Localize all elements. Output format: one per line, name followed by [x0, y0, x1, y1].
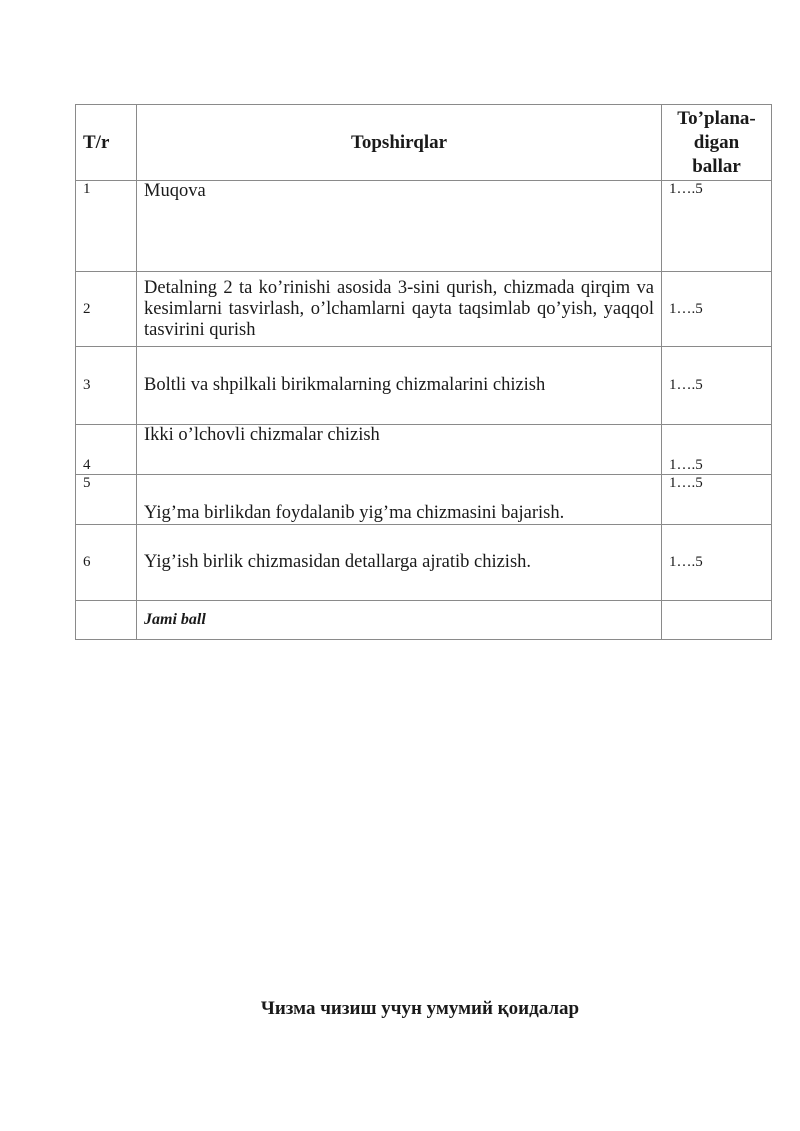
row-task: Yig’ish birlik chizmasidan detallarga ajratib chizish.: [137, 525, 662, 601]
section-heading: Чизма чизиш учун умумий қоидалар: [260, 998, 580, 1019]
header-score-line2: digan: [693, 131, 740, 153]
total-number-cell: [76, 601, 137, 640]
header-score: [662, 105, 772, 181]
row-score: 1….5: [662, 525, 772, 601]
scoring-table: [75, 104, 772, 640]
row-number: 6: [76, 525, 137, 601]
header-row: [76, 105, 772, 181]
header-tasks: Topshirqlar: [137, 105, 662, 181]
row-number: 1: [76, 181, 137, 272]
row-number: 5: [76, 475, 137, 525]
table-row: [76, 181, 772, 272]
header-score-line1: To’plana-: [677, 107, 756, 129]
table-row: [76, 272, 772, 347]
row-task: Detalning 2 ta ko’rinishi asosida 3-sini qurish, chizmada qirqim va kesimlarni tasvirlash, o’lchamlarni qayta taqsimlab qo’yish, yaqqol tasvirini qurish: [137, 272, 662, 347]
row-number: 4: [76, 425, 137, 475]
table-row: [76, 525, 772, 601]
row-task: Muqova: [137, 181, 662, 272]
row-number: 3: [76, 347, 137, 425]
row-score: 1….5: [662, 475, 772, 525]
row-score: 1….5: [662, 347, 772, 425]
row-task: Yig’ma birlikdan foydalanib yig’ma chizmasini bajarish.: [137, 475, 662, 525]
row-score: 1….5: [662, 181, 772, 272]
total-label: Jami ball: [137, 601, 662, 640]
header-score-line3: ballar: [692, 155, 741, 177]
table-row: [76, 475, 772, 525]
row-task: Boltli va shpilkali birikmalarning chizmalarini chizish: [137, 347, 662, 425]
row-task: Ikki o’lchovli chizmalar chizish: [137, 425, 662, 475]
row-score: 1….5: [662, 425, 772, 475]
total-row: [76, 601, 772, 640]
row-number: 2: [76, 272, 137, 347]
total-score-cell: [662, 601, 772, 640]
table-row: [76, 425, 772, 475]
row-score: 1….5: [662, 272, 772, 347]
header-number: T/r: [76, 105, 137, 181]
table-row: [76, 347, 772, 425]
